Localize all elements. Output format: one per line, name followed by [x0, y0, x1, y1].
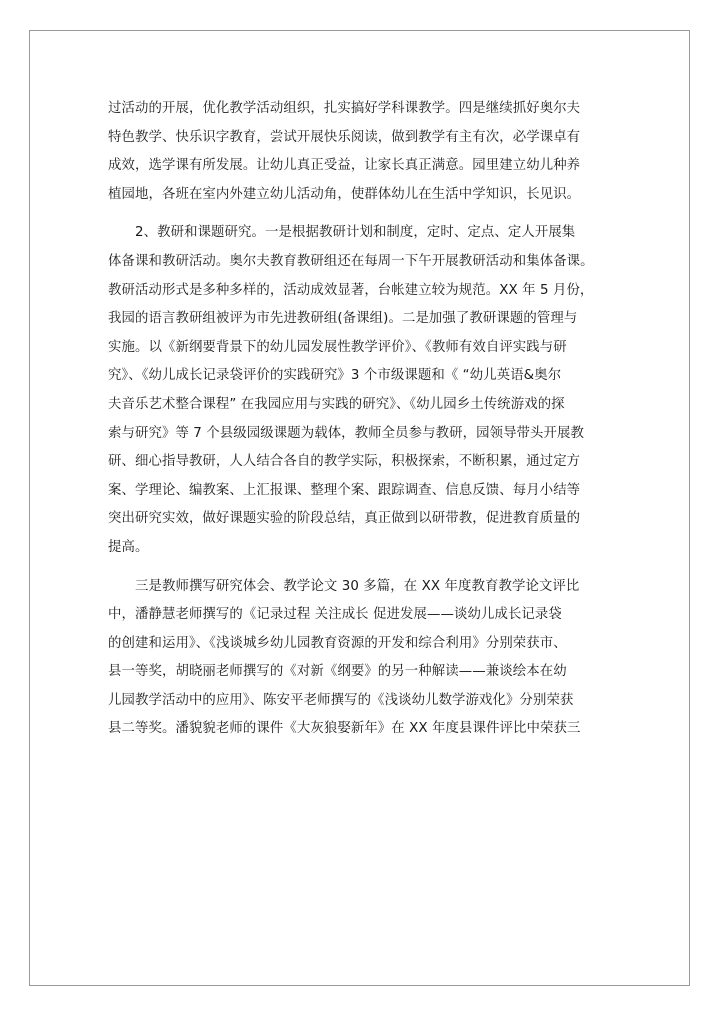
text-line: 提高。 [108, 539, 149, 555]
text-line: 案、学理论、编教案、上汇报课、整理个案、跟踪调查、信息反馈、每月小结等 [108, 482, 581, 498]
text-line: 实施。以《新纲要背景下的幼儿园发展性教学评价》、《教师有效自评实践与研 [108, 339, 567, 355]
paragraph-spacer [108, 563, 612, 573]
document-body [108, 95, 612, 744]
text-line: 教研活动形式是多种多样的，活动成效显著，台帐建立较为规范。XX 年 5 月份， [108, 282, 594, 298]
text-line: 中，潘静慧老师撰写的《记录过程 关注成长 促进发展——谈幼儿成长记录袋 [108, 607, 562, 623]
paragraph-spacer [108, 209, 612, 219]
text-line: 三是教师撰写研究体会、教学论文 30 多篇，在 XX 年度教育教学论文评比 [108, 578, 580, 594]
text-line: 体备课和教研活动。奥尔夫教育教研组还在每周一下午开展教研活动和集体备课。 [108, 253, 594, 269]
paragraph-research [108, 219, 612, 562]
text-line: 我园的语言教研组被评为市先进教研组(备课组)。二是加强了教研课题的管理与 [108, 311, 578, 327]
text-line: 特色教学、快乐识字教育，尝试开展快乐阅读，做到教学有主有次，必学课卓有 [108, 129, 581, 145]
text-line: 县一等奖，胡晓丽老师撰写的《对新《纲要》的另一种解读——兼谈绘本在幼 [108, 664, 567, 680]
text-line: 索与研究》等 7 个县级园级课题为载体，教师全员参与教研，园领导带头开展教 [108, 425, 585, 441]
text-line: 研、细心指导教研，人人结合各自的教学实际，积极探索，不断积累，通过定方 [108, 454, 581, 470]
text-line: 过活动的开展，优化教学活动组织，扎实搞好学科课教学。四是继续抓好奥尔夫 [108, 101, 581, 116]
text-line: 成效，选学课有所发展。让幼儿真正受益，让家长真正满意。园里建立幼儿种养 [108, 158, 581, 174]
text-line: 究》、《幼儿成长记录袋评价的实践研究》3 个市级课题和《 “幼儿英语&奥尔 [108, 368, 562, 384]
paragraph-papers [108, 573, 612, 745]
text-line: 儿园教学活动中的应用》、陈安平老师撰写的《浅谈幼儿数学游戏化》分别荣获 [108, 692, 574, 708]
text-line: 植园地，各班在室内外建立幼儿活动角，使群体幼儿在生活中学知识，长见识。 [108, 186, 581, 202]
text-line: 的创建和运用》、《浅谈城乡幼儿园教育资源的开发和综合利用》分别荣获市、 [108, 635, 567, 651]
text-line: 夫音乐艺术整合课程” 在我园应用与实践的研究》、《幼儿园乡土传统游戏的探 [108, 396, 565, 412]
text-line: 县二等奖。潘貌貌老师的课件《大灰狼娶新年》在 XX 年度县课件评比中荣获三 [108, 721, 581, 737]
text-line: 突出研究实效，做好课题实验的阶段总结，真正做到以研带教，促进教育质量的 [108, 511, 581, 527]
paragraph-activities [108, 95, 612, 209]
text-line: 2、教研和课题研究。一是根据教研计划和制度，定时、定点、定人开展集 [108, 225, 576, 241]
